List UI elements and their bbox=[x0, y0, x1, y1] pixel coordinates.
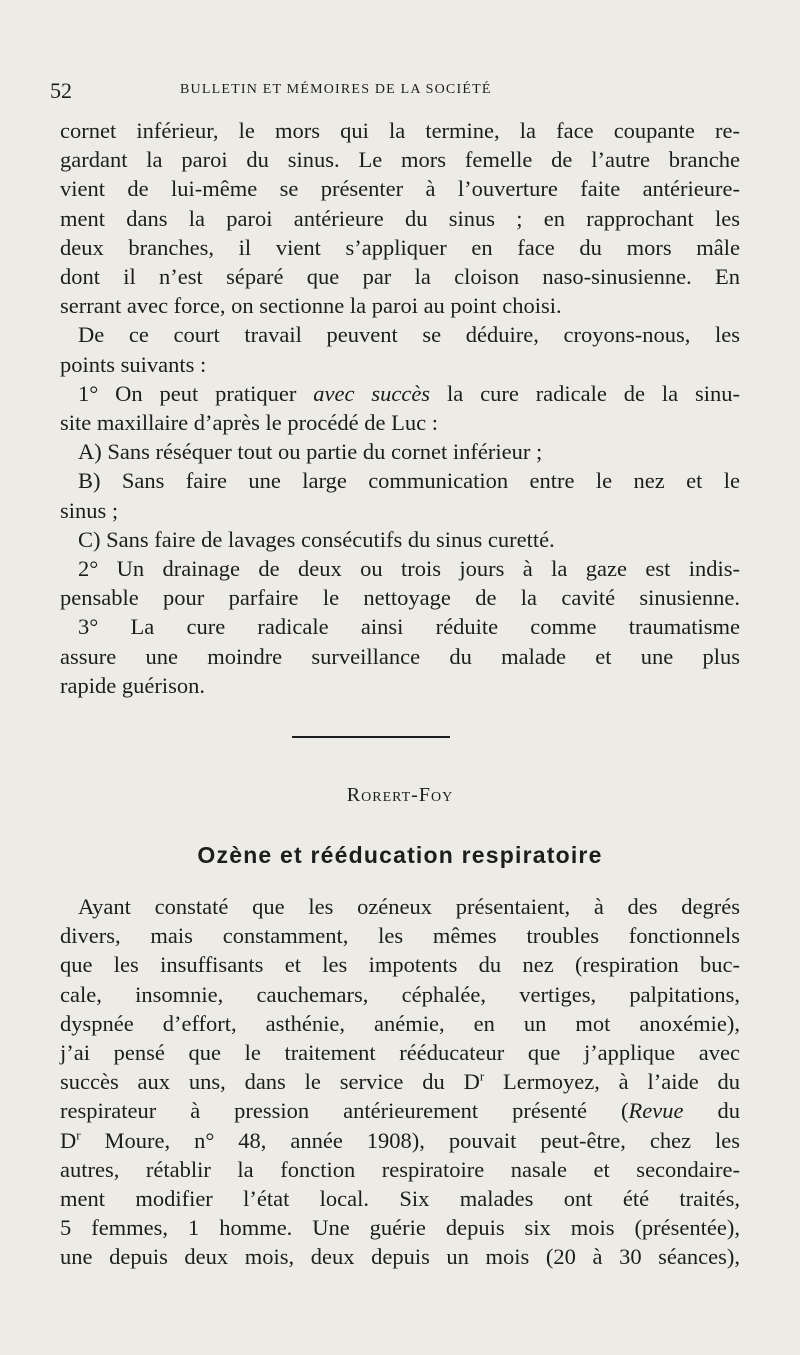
text-fragment: la cure radicale de la sinu- bbox=[446, 380, 741, 406]
text-line: points suivants : bbox=[60, 351, 207, 377]
text-line bbox=[60, 1126, 740, 1155]
text-line: ment modifier l’état local. Six malades ont été traités, bbox=[60, 1186, 740, 1212]
text-line: 2° Un drainage de deux ou trois jours à la gaze est indis- bbox=[78, 556, 740, 582]
text-line bbox=[60, 1067, 740, 1096]
text-line bbox=[60, 379, 740, 408]
text-line: deux branches, il vient s’appliquer en face du mors mâle bbox=[60, 234, 740, 260]
text-line: cale, insomnie, cauchemars, céphalée, vertiges, palpitations, bbox=[60, 981, 740, 1007]
text-line: A) Sans réséquer tout ou partie du cornet inférieur ; bbox=[78, 439, 543, 465]
running-title: BULLETIN ET MÉMOIRES DE LA SOCIÉTÉ bbox=[180, 82, 492, 97]
text-line: une depuis deux mois, deux depuis un mois (20 à 30 séances), bbox=[60, 1244, 740, 1270]
text-fragment: Lermoyez, à l’aide du bbox=[484, 1069, 741, 1095]
text-line: Ayant constaté que les ozéneux présentaient, à des degrés bbox=[78, 894, 740, 919]
text-line: C) Sans faire de lavages consécutifs du sinus curetté. bbox=[78, 526, 555, 552]
italic-phrase: Revue bbox=[628, 1098, 684, 1124]
text-line: dont il n’est séparé que par la cloison naso-sinusienne. En bbox=[60, 264, 740, 290]
section-divider bbox=[292, 736, 450, 738]
body-text-section-2 bbox=[60, 892, 740, 1272]
text-line bbox=[60, 1096, 740, 1125]
text-line: vient de lui-même se présenter à l’ouverture faite antérieure- bbox=[60, 176, 740, 202]
text-line: cornet inférieur, le mors qui la termine, la face coupante re- bbox=[60, 118, 740, 143]
text-line: dyspnée d’effort, asthénie, anémie, en un mot anoxémie), bbox=[60, 1010, 740, 1036]
page-header bbox=[50, 78, 740, 104]
text-fragment: respirateur à pression antérieurement présenté ( bbox=[60, 1098, 629, 1124]
body-text-section-1 bbox=[60, 116, 740, 700]
text-line: serrant avec force, on sectionne la paroi au point choisi. bbox=[60, 293, 562, 319]
text-line: que les insuffisants et les impotents du nez (respiration buc- bbox=[60, 952, 740, 978]
text-fragment: du bbox=[683, 1098, 740, 1124]
text-fragment: Moure, n° 48, année 1908), pouvait peut-être, chez les bbox=[80, 1127, 740, 1153]
text-line: autres, rétablir la fonction respiratoire nasale et secondaire- bbox=[60, 1156, 740, 1182]
page-number: 52 bbox=[50, 78, 72, 103]
text-line: B) Sans faire une large communication entre le nez et le bbox=[78, 468, 740, 494]
text-line: site maxillaire d’après le procédé de Luc : bbox=[60, 410, 438, 436]
text-line: gardant la paroi du sinus. Le mors femelle de l’autre branche bbox=[60, 147, 740, 173]
text-line: divers, mais constamment, les mêmes troubles fonctionnels bbox=[60, 923, 740, 949]
text-line: rapide guérison. bbox=[60, 672, 205, 698]
text-line: assure une moindre surveillance du malade et une plus bbox=[60, 643, 740, 669]
text-line: j’ai pensé que le traitement rééducateur que j’applique avec bbox=[60, 1040, 740, 1066]
text-line: pensable pour parfaire le nettoyage de la cavité sinusienne. bbox=[60, 585, 740, 611]
text-line: 5 femmes, 1 homme. Une guérie depuis six mois (présentée), bbox=[60, 1215, 740, 1241]
text-line: De ce court travail peuvent se déduire, croyons-nous, les bbox=[78, 322, 740, 348]
text-line: 3° La cure radicale ainsi réduite comme traumatisme bbox=[78, 614, 740, 640]
article-title: Ozène et rééducation respiratoire bbox=[197, 842, 603, 868]
text-fragment: D bbox=[60, 1127, 77, 1153]
text-line: sinus ; bbox=[60, 497, 119, 523]
text-line: ment dans la paroi antérieure du sinus ; en rapprochant les bbox=[60, 205, 740, 231]
text-fragment: succès aux uns, dans le service du D bbox=[60, 1069, 480, 1095]
italic-phrase: avec succès bbox=[313, 380, 431, 406]
superscript: r bbox=[479, 1068, 485, 1084]
author-name: Rorert-Foy bbox=[346, 784, 454, 806]
text-fragment: 1° On peut pratiquer bbox=[78, 380, 297, 406]
superscript: r bbox=[76, 1127, 81, 1143]
